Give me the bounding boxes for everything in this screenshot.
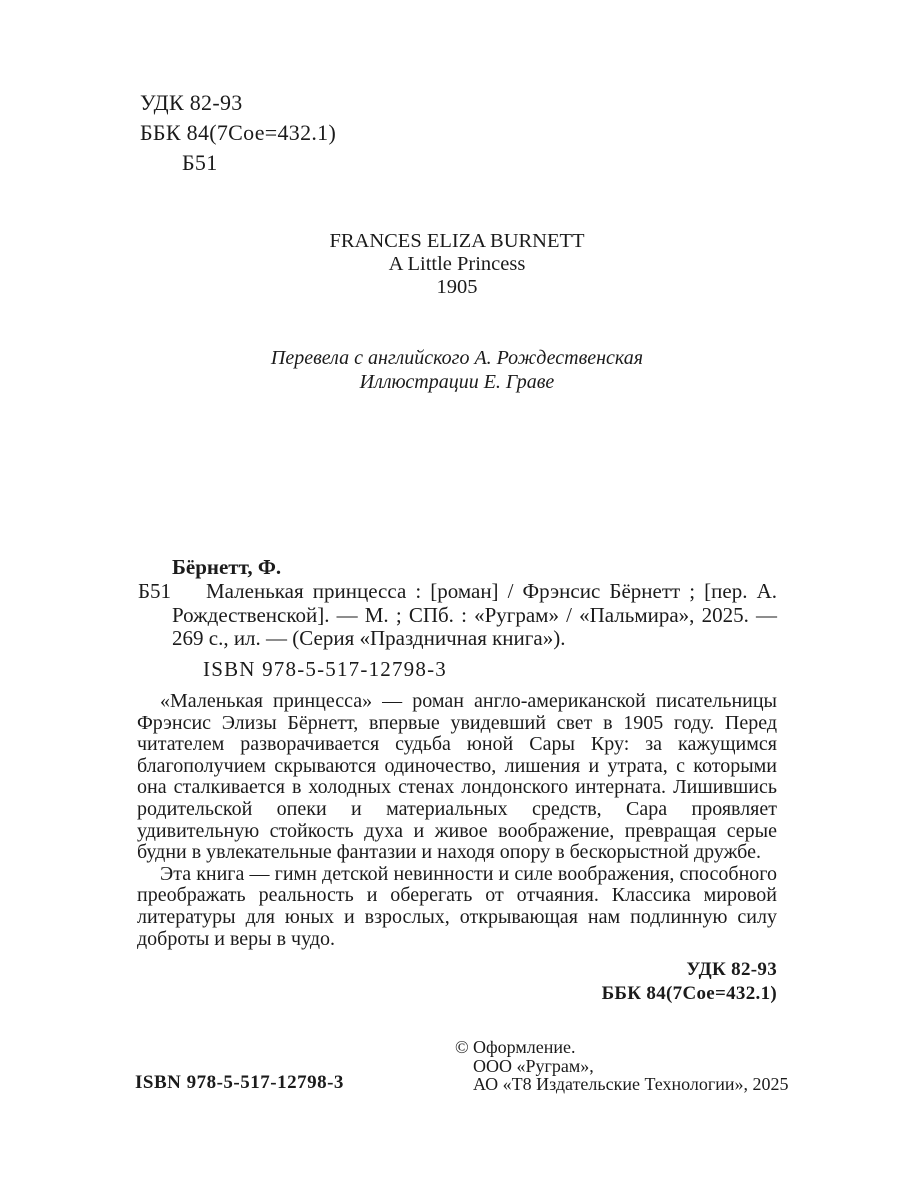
classification-bottom-block [137,958,777,1006]
original-title-block [137,230,777,299]
copyright-block [455,1038,789,1094]
annotation-block [137,691,777,950]
card-author-heading: Бёрнетт, Ф. [172,555,282,579]
annotation-paragraph-2: Эта книга — гимн детской невинности и силе воображения, способного преображать реальность и оберегать от отчаяния. Классика мировой литературы для юных и взрослых, открывающая нам подлинную силу доброты и веры в чудо. [137,862,777,950]
annotation-paragraph-1: «Маленькая принцесса» — роман англо-американской писательницы Фрэнсис Элизы Бёрнетт, впервые увидевший свет в 1905 году. Перед читателем разворачивается судьба юной Сары Кру: за кажущимся благополучием скрываются одиночество, лишения и утрата, с которыми она сталкивается в холодных стенах лондонского интерната. Лишившись родительской опеки и материальных средств, Сара проявляет удивительную стойкость духа и живое воображение, превращая серые будни в увлекательные фантазии и находя опору в бескорыстной дружбе. [137,690,777,864]
copyright-line-1 [455,1038,789,1057]
bbk-top-line: ББК 84(7Сое=432.1) [140,120,337,145]
translator-credit: Перевела с английского А. Рождественская [270,347,644,369]
original-year: 1905 [436,276,478,298]
original-author: FRANCES ELIZA BURNETT [329,230,585,252]
credits-block [137,347,777,394]
udk-bottom-line: УДК 82-93 [686,959,777,980]
author-sign-top: Б51 [182,150,218,175]
catalog-card [137,556,777,682]
udk-top-line: УДК 82-93 [140,90,243,115]
original-title: A Little Princess [388,253,526,275]
classification-top-block [140,88,336,178]
card-description: Маленькая принцесса : [роман] / Фрэнсис Бёрнетт ; [пер. А. Рождественской]. — М. ; СПб. : «Руграм» / «Пальмира», 2025. — 269 с., ил. — (Серия «Праздничная книга»). [172,578,777,651]
copyright-symbol: © [455,1037,469,1057]
illustrator-credit: Иллюстрации Е. Граве [359,370,555,393]
card-isbn: ISBN 978-5-517-12798-3 [203,657,447,682]
copyright-line-2: ООО «Руграм», [473,1055,594,1076]
bbk-bottom-line: ББК 84(7Сое=432.1) [601,983,777,1004]
copyright-line-3: АО «Т8 Издательские Технологии», 2025 [473,1074,789,1094]
card-entry [137,580,777,651]
footer-isbn: ISBN 978-5-517-12798-3 [135,1072,344,1093]
card-author-sign: Б51 [138,578,172,603]
copyright-design: Оформление. [473,1037,576,1057]
